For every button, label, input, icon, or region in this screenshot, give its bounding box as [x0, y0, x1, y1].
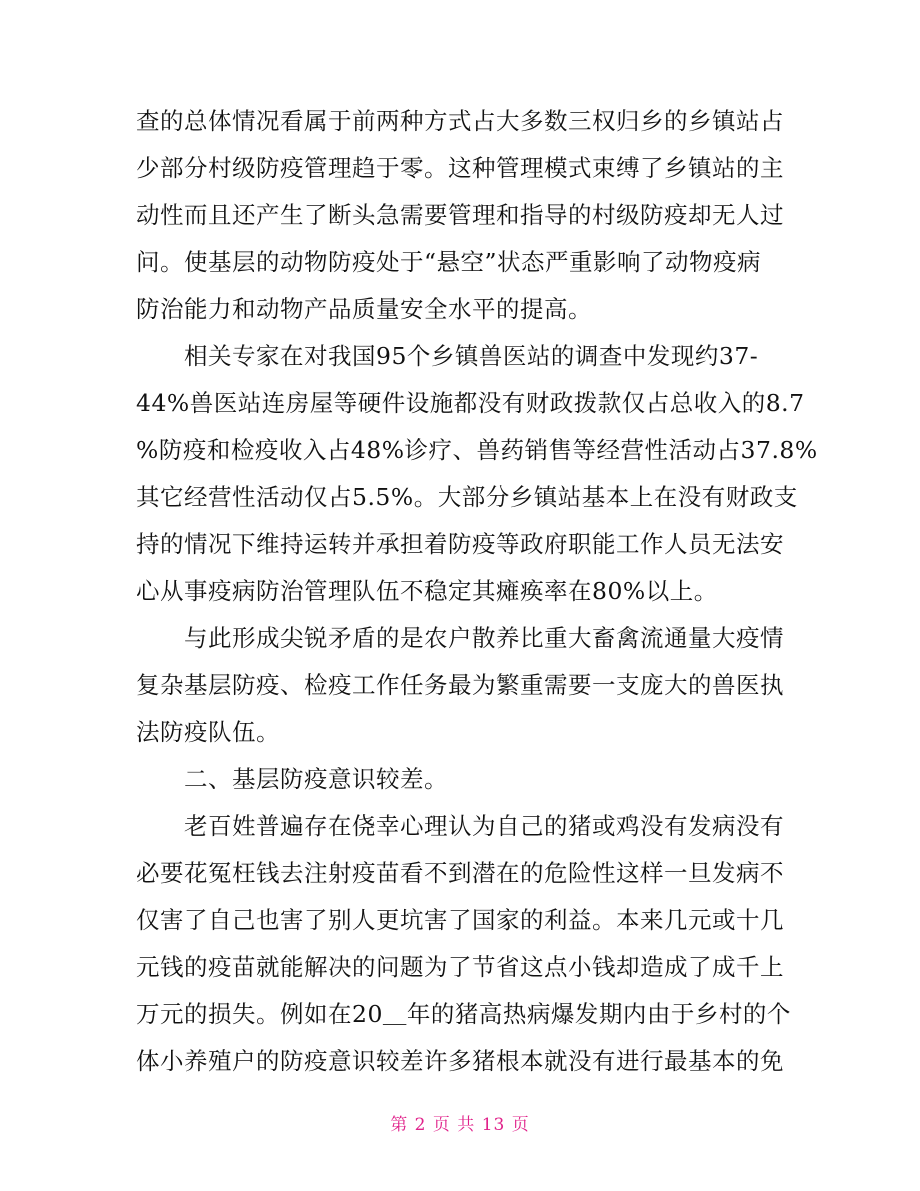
paragraph-1: [136, 98, 796, 333]
text-line: 必要花冤枉钱去注射疫苗看不到潜在的危险性这样一旦发病不: [136, 859, 784, 887]
text-line: 体小养殖户的防疫意识较差许多猪根本就没有进行最基本的免: [136, 1047, 784, 1075]
text-line: 万元的损失。例如在20＿年的猪高热病爆发期内由于乡村的个: [136, 1000, 791, 1028]
heading-line: 二、基层防疫意识较差。: [136, 765, 448, 793]
text-line: 仅害了自己也害了别人更坑害了国家的利益。本来几元或十几: [136, 906, 784, 934]
text-line: 查的总体情况看属于前两种方式占大多数三权归乡的乡镇站占: [136, 107, 784, 135]
text-line: 少部分村级防疫管理趋于零。这种管理模式束缚了乡镇站的主: [136, 154, 784, 182]
text-line: 防治能力和动物产品质量安全水平的提高。: [136, 295, 592, 323]
section-heading: [136, 756, 796, 803]
text-line: 相关专家在对我国95个乡镇兽医站的调查中发现约37-: [136, 342, 759, 370]
paragraph-3: [136, 615, 796, 756]
text-line: 心从事疫病防治管理队伍不稳定其瘫痪率在80%以上。: [136, 577, 718, 605]
text-line: 持的情况下维持运转并承担着防疫等政府职能工作人员无法安: [136, 530, 784, 558]
text-line: 复杂基层防疫、检疫工作任务最为繁重需要一支庞大的兽医执: [136, 671, 784, 699]
text-line: 问。使基层的动物防疫处于“悬空”状态严重影响了动物疫病: [136, 248, 762, 276]
text-line: 与此形成尖锐矛盾的是农户散养比重大畜禽流通量大疫情: [136, 624, 784, 652]
paragraph-5: [136, 803, 796, 1085]
text-line: 元钱的疫苗就能解决的问题为了节省这点小钱却造成了成千上: [136, 953, 784, 981]
text-line: 动性而且还产生了断头急需要管理和指导的村级防疫却无人过: [136, 201, 784, 229]
document-body: [136, 98, 818, 1085]
text-line: 其它经营性活动仅占5.5%。大部分乡镇站基本上在没有财政支: [136, 483, 798, 511]
text-line: 44%兽医站连房屋等硬件设施都没有财政拨款仅占总收入的8.7: [136, 389, 805, 417]
text-line: %防疫和检疫收入占48%诊疗、兽药销售等经营性活动占37.8%: [136, 436, 818, 464]
page-number-footer: 第 2 页 共 13 页: [390, 1115, 530, 1135]
text-line: 法防疫队伍。: [136, 718, 280, 746]
text-line: 老百姓普遍存在侥幸心理认为自己的猪或鸡没有发病没有: [136, 812, 784, 840]
paragraph-2: [136, 333, 818, 615]
